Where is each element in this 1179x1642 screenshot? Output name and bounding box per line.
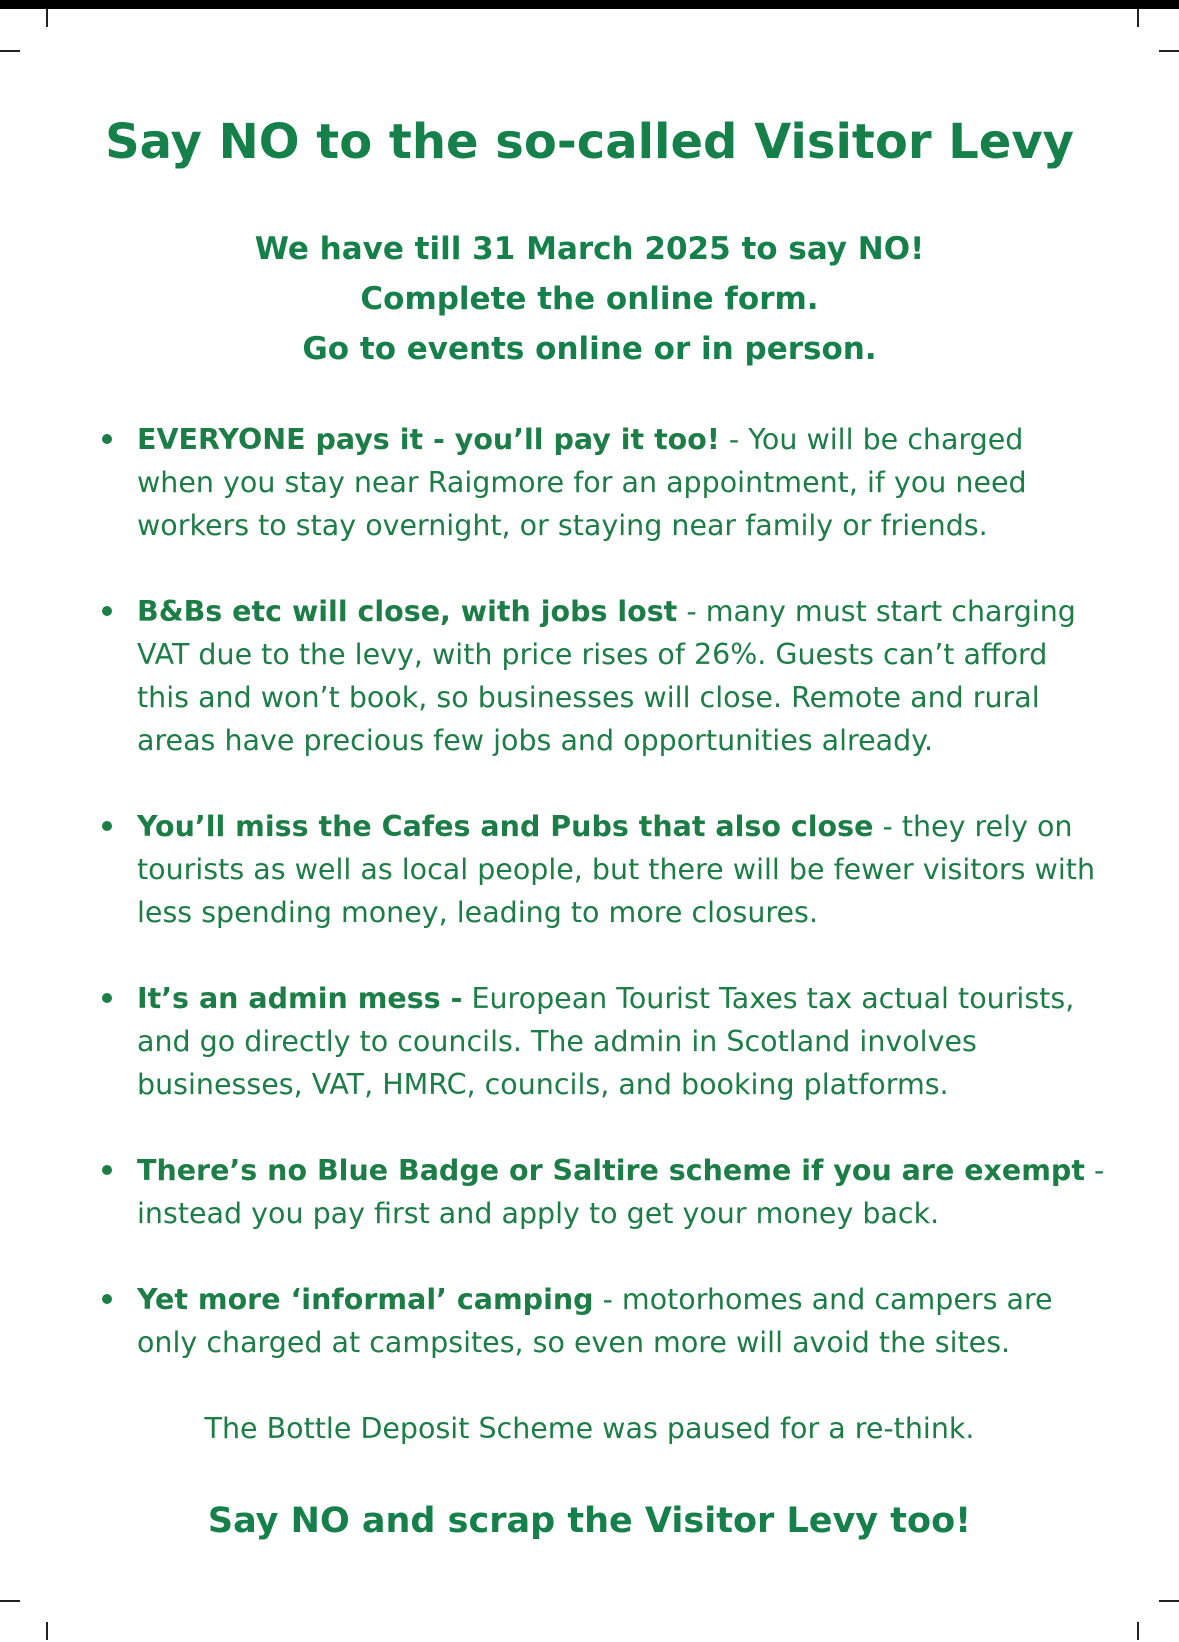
list-item xyxy=(95,977,1105,1106)
point-text: - instead you pay first and apply to get your money back. xyxy=(137,1154,1105,1230)
point-heading: B&Bs etc will close, with jobs lost xyxy=(137,595,678,628)
point-heading: It’s an admin mess - xyxy=(137,982,463,1015)
argument-list xyxy=(95,418,1105,1364)
crop-mark-left-top xyxy=(0,50,20,52)
intro-block xyxy=(0,224,1179,374)
point-heading: Yet more ‘informal’ camping xyxy=(137,1283,594,1316)
closing-call-to-action: Say NO and scrap the Visitor Levy too! xyxy=(207,1501,972,1541)
bullet-icon xyxy=(102,1165,112,1175)
page-title: Say NO to the so-called Visitor Levy xyxy=(105,114,1074,170)
crop-mark-top-left xyxy=(46,9,48,27)
bullet-icon xyxy=(102,1294,112,1304)
point-text: - they rely on tourists as well as local people, but there will be fewer visitors with less spending money, leading to more closures. xyxy=(137,810,1096,929)
point-heading: EVERYONE pays it - you’ll pay it too! xyxy=(137,423,720,456)
list-item xyxy=(95,418,1105,547)
crop-mark-right-bottom xyxy=(1159,1600,1179,1602)
point-heading: You’ll miss the Cafes and Pubs that also close xyxy=(137,810,874,843)
bullet-icon xyxy=(102,821,112,831)
intro-line-deadline: We have till 31 March 2025 to say NO! xyxy=(254,231,925,267)
crop-mark-bottom-right xyxy=(1137,1622,1139,1640)
intro-line-form: Complete the online form. xyxy=(360,281,819,317)
crop-mark-bottom-left xyxy=(46,1622,48,1640)
point-text: - motorhomes and campers are only charged at campsites, so even more will avoid the sites. xyxy=(137,1283,1053,1359)
intro-line-events: Go to events online or in person. xyxy=(302,331,877,367)
crop-mark-left-bottom xyxy=(0,1600,20,1602)
list-item xyxy=(95,1278,1105,1364)
point-text: - You will be charged when you stay near Raigmore for an appointment, if you need workers to stay overnight, or staying near family or friends. xyxy=(137,423,1027,542)
list-item xyxy=(95,1149,1105,1235)
list-item xyxy=(95,805,1105,934)
crop-mark-right-top xyxy=(1159,50,1179,52)
top-border xyxy=(0,0,1179,9)
footnote: The Bottle Deposit Scheme was paused for a re-think. xyxy=(204,1412,975,1445)
list-item xyxy=(95,590,1105,762)
point-heading: There’s no Blue Badge or Saltire scheme if you are exempt xyxy=(137,1154,1085,1187)
point-text: - many must start charging VAT due to the levy, with price rises of 26%. Guests can’t afford this and won’t book, so businesses will close. Remote and rural areas have precious few jobs and opportunities already. xyxy=(137,595,1076,757)
bullet-icon xyxy=(102,606,112,616)
bullet-icon xyxy=(102,993,112,1003)
point-text: European Tourist Taxes tax actual tourists, and go directly to councils. The admin in Scotland involves businesses, VAT, HMRC, councils, and booking platforms. xyxy=(137,982,1075,1101)
bullet-icon xyxy=(102,434,112,444)
crop-mark-top-right xyxy=(1137,9,1139,27)
